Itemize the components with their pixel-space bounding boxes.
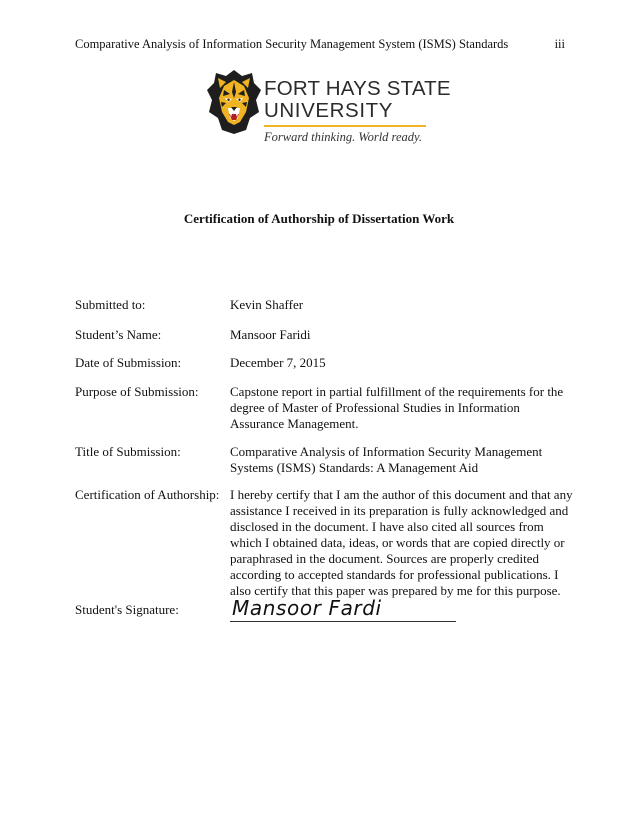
- signature: Mansoor Fardi: [232, 596, 382, 620]
- value-line: Systems (ISMS) Standards: A Management Aid: [230, 460, 479, 475]
- field-value: [230, 297, 565, 313]
- field-label: Purpose of Submission:: [75, 384, 199, 399]
- field-value: [230, 327, 565, 343]
- field-value: [230, 384, 565, 432]
- field-value: [230, 487, 573, 599]
- value-line: paraphrased in the document. Sources are properly credited: [230, 551, 539, 566]
- value-line: degree of Master of Professional Studies in Information: [230, 400, 520, 415]
- signature-line: [230, 621, 456, 622]
- field-label: Title of Submission:: [75, 444, 181, 459]
- university-logo: [206, 68, 451, 144]
- running-title: Comparative Analysis of Information Security Management System (ISMS) Standards: [75, 37, 509, 51]
- page-number: iii: [554, 37, 565, 51]
- logo-line-1: FORT HAYS STATE: [264, 77, 451, 100]
- value-line: according to accepted standards for professional publications. I: [230, 567, 559, 582]
- value-line: Assurance Management.: [230, 416, 359, 431]
- field-label: Certification of Authorship:: [75, 487, 220, 502]
- logo-wordmark: [264, 78, 451, 145]
- value-line: December 7, 2015: [230, 355, 326, 370]
- logo-tagline: Forward thinking. World ready.: [264, 130, 422, 144]
- logo-line-2: UNIVERSITY: [264, 99, 394, 122]
- field-value: [230, 444, 565, 476]
- value-line: Mansoor Faridi: [230, 327, 311, 342]
- field-label: Date of Submission:: [75, 355, 182, 370]
- value-line: Capstone report in partial fulfillment of the requirements for the: [230, 384, 564, 399]
- tiger-head-icon: [206, 68, 262, 136]
- field-value: [230, 355, 565, 371]
- value-line: which I obtained data, ideas, or words that are copied directly or: [230, 535, 565, 550]
- value-line: assistance I received in its preparation is fully acknowledged and: [230, 503, 569, 518]
- logo-divider: [264, 125, 426, 127]
- field-label: Submitted to:: [75, 297, 146, 312]
- value-line: Kevin Shaffer: [230, 297, 304, 312]
- value-line: also certify that this paper was prepared by me for this purpose.: [230, 583, 561, 598]
- page-heading: Certification of Authorship of Dissertation Work: [183, 211, 455, 226]
- field-label: Student's Signature:: [75, 602, 179, 617]
- field-label: Student’s Name:: [75, 327, 162, 342]
- value-line: disclosed in the document. I have also cited all sources from: [230, 519, 544, 534]
- value-line: I hereby certify that I am the author of this document and that any: [230, 487, 573, 502]
- value-line: Comparative Analysis of Information Security Management: [230, 444, 543, 459]
